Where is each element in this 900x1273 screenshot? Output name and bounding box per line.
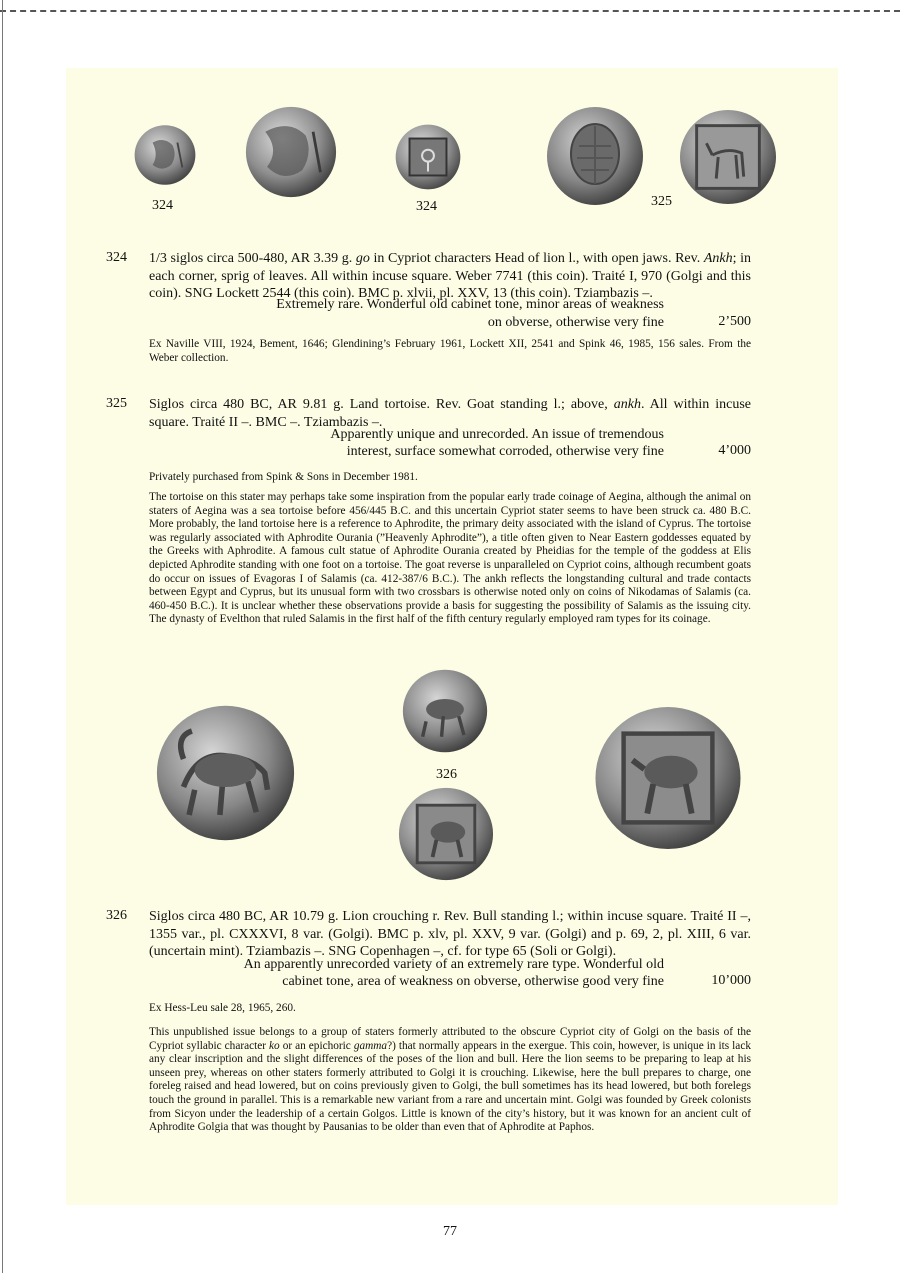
coin-325-reverse	[670, 108, 786, 206]
lot-condition: Extremely rare. Wonderful old cabinet tone, minor areas of weakness	[276, 297, 664, 312]
lot-condition: Apparently unique and unrecorded. An issue of tremendous	[330, 427, 664, 442]
lot-condition: interest, surface somewhat corroded, otherwise very fine	[346, 444, 664, 459]
lot-provenance: Ex Naville VIII, 1924, Bement, 1646; Glendining’s February 1961, Lockett XII, 2541 and Spink 46, 1985, 156 sales. From the Weber collection.	[149, 338, 751, 364]
lot-provenance: Privately purchased from Spink & Sons in December 1981.	[149, 471, 418, 483]
lot-condition: on obverse, otherwise very fine	[487, 315, 664, 330]
lot-description: Siglos circa 480 BC, AR 10.79 g. Lion crouching r. Rev. Bull standing l.; within incuse square. Traité II –, 1355 var., pl. CXXXVI, 8 var. (Golgi). BMC p. xlv, pl. XXV, 9 var. (Golgi) and p. 69, 2, pl. XIII, 6 var. (uncertain mint). Tziambazis –. SNG Copenhagen –, cf. for type 65 (Soli or Golgi).	[149, 909, 751, 959]
cut-line	[0, 10, 900, 12]
page-edge	[2, 0, 3, 1273]
lot-description: Siglos circa 480 BC, AR 9.81 g. Land tortoise. Rev. Goat standing l.; above, ankh. All within incuse square. Traité II –. BMC –. Tziambazis –.	[149, 397, 751, 430]
coin-325-obverse	[545, 102, 645, 210]
lot-provenance: Ex Hess-Leu sale 28, 1965, 260.	[149, 1002, 296, 1014]
lot-price: 2’500	[718, 314, 751, 329]
lot-note: This unpublished issue belongs to a group of staters formerly attributed to the obscure Cypriot city of Golgi on the basis of the Cypriot syllabic character ko or an epichoric gamma?) that normally appears in the exergue. This coin, however, is unique in its lack any clear inscription and the slight differences of the poses of the lion and bull. Here the lion seems to be preparing to leap at his unseen prey, whereas on other staters formerly attributed to Golgi it is crouching. Likewise, here the bull prepares to charge, one foreleg raised and head lowered, but on coins previously given to Golgi, the bull sometimes has its head lowered, but both forelegs touch the ground in parallel. This is a remarkable new variant from a rare and uncertain mint. Golgi was founded by Greek colonists from Sicyon under the leadership of a certain Golgos. Little is known of the city’s history, but it was known for an ancient cult of Aphrodite Golgia that was thought by Pausanias to be older than even that of Aphrodite at Paphos.	[149, 1026, 751, 1134]
lot-condition: cabinet tone, area of weakness on obverse, otherwise good very fine	[282, 974, 664, 989]
coin-326-obverse-small	[392, 668, 498, 754]
lot-number: 324	[106, 250, 127, 265]
coin-324-obverse-small	[133, 124, 197, 186]
lot-note: The tortoise on this stater may perhaps take some inspiration from the popular early trade coinage of Aegina, although the animal on staters of Aegina was a sea tortoise before 456/445 B.C. and this uncertain Cypriot stater seems to have been struck ca. 480 B.C. More probably, the land tortoise here is a reference to Aphrodite, the primary deity associated with the island of Cyprus. The tortoise was regularly associated with Aphrodite Ourania (”Heavenly Aphrodite”), a title often given to Near Eastern goddesses equated by the Greeks with Aphrodite. A famous cult statue of Aphrodite Ourania created by Pheidias for the temple of the goddess at Elis depicted Aphrodite standing with one foot on a tortoise. The goat reverse is unparalleled on Cypriot coins, although recumbent goats do occur on issues of Evagoras I of Salamis (ca. 412-387/6 B.C.). The ankh reflects the longstanding cultural and trade contacts between Egypt and Cyprus, but its unusual form with two crossbars is otherwise noted only on coins of Nikodamas of Salamis (ca. 460-450 B.C.). It is unclear whether these observations provide a basis for suggesting the possibility of Salamis as the issuing city. The dynasty of Evelthon that ruled Salamis in the first half of the fifth century regularly employed ram types for its coinage.	[149, 491, 751, 626]
lot-price: 10’000	[711, 973, 751, 988]
lot-condition: An apparently unrecorded variety of an extremely rare type. Wonderful old	[243, 957, 664, 972]
coin-label: 326	[436, 767, 457, 782]
coin-326-reverse-large	[586, 704, 750, 852]
coin-label: 324	[416, 199, 437, 214]
lot-description: 1/3 siglos circa 500-480, AR 3.39 g. go in Cypriot characters Head of lion l., with open jaws. Rev. Ankh; in each corner, sprig of leaves. All within incuse square. Weber 7741 (this coin). Traité I, 970 (Golgi and this coin). SNG Lockett 2544 (this coin). BMC p. xlvii, pl. XXV, 13 (this coin). Tziambazis –.	[149, 251, 751, 301]
lot-number: 326	[106, 908, 127, 923]
lot-price: 4’000	[718, 443, 751, 458]
coin-label: 324	[152, 198, 173, 213]
coin-324-reverse	[395, 124, 461, 190]
coin-326-reverse-small	[394, 786, 498, 882]
coin-324-obverse-large	[245, 106, 337, 198]
coin-label: 325	[651, 194, 672, 209]
page-number: 77	[443, 1224, 457, 1239]
coin-326-obverse-large	[143, 703, 308, 843]
lot-number: 325	[106, 396, 127, 411]
